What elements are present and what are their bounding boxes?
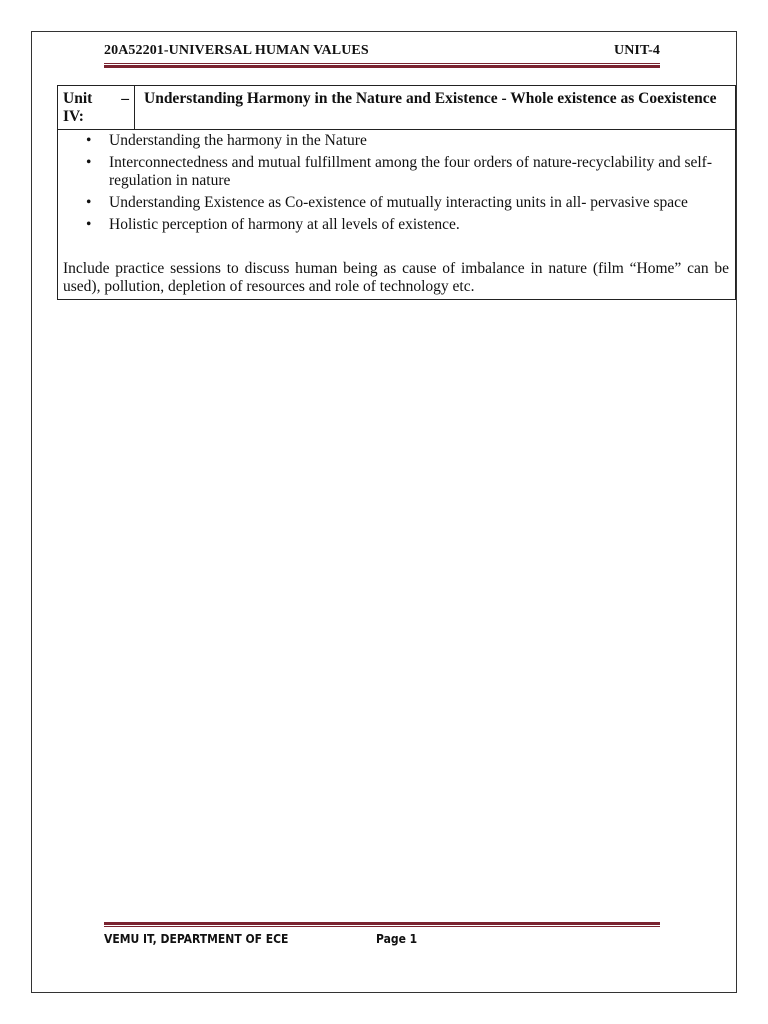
unit-title: Understanding Harmony in the Nature and Existence - Whole existence as Coexistence (144, 90, 717, 107)
unit-syllabus-box (57, 85, 736, 300)
footer-rule-thick (104, 922, 660, 925)
list-item-text: Understanding the harmony in the Nature (109, 132, 367, 149)
unit-label-numeral: IV: (63, 108, 84, 125)
bullet-icon: • (86, 216, 92, 233)
page-footer (104, 932, 660, 952)
bullet-icon: • (86, 154, 92, 171)
list-item-text: Interconnectedness and mutual fulfillment among the four orders of nature-recyclability and self-regulation in nature (109, 154, 712, 189)
unit-number: UNIT-4 (614, 43, 660, 58)
footer-rule-thin (104, 926, 660, 927)
header-rule-thick (104, 65, 660, 68)
list-item (58, 194, 735, 212)
unit-header-row (58, 86, 735, 130)
bullet-icon: • (86, 132, 92, 149)
list-item (58, 216, 735, 234)
header-rule-thin (104, 63, 660, 64)
list-item-text: Holistic perception of harmony at all levels of existence. (109, 216, 460, 233)
page-header (104, 43, 660, 63)
unit-label-word: Unit (63, 90, 93, 107)
page-number: Page 1 (376, 932, 418, 946)
list-item (58, 132, 735, 150)
bullet-icon: • (86, 194, 92, 211)
course-title: 20A52201-UNIVERSAL HUMAN VALUES (104, 43, 369, 58)
department-name: VEMU IT, DEPARTMENT OF ECE (104, 932, 289, 946)
practice-note: Include practice sessions to discuss human being as cause of imbalance in nature (film “Home” can be used), pollution, depletion of resources and role of technology etc. (63, 260, 729, 295)
unit-label-dash: – (121, 90, 129, 107)
unit-label-cell (58, 86, 135, 129)
list-item (58, 154, 735, 190)
list-item-text: Understanding Existence as Co-existence of mutually interacting units in all- pervasive space (109, 194, 688, 211)
topic-list (58, 132, 735, 238)
